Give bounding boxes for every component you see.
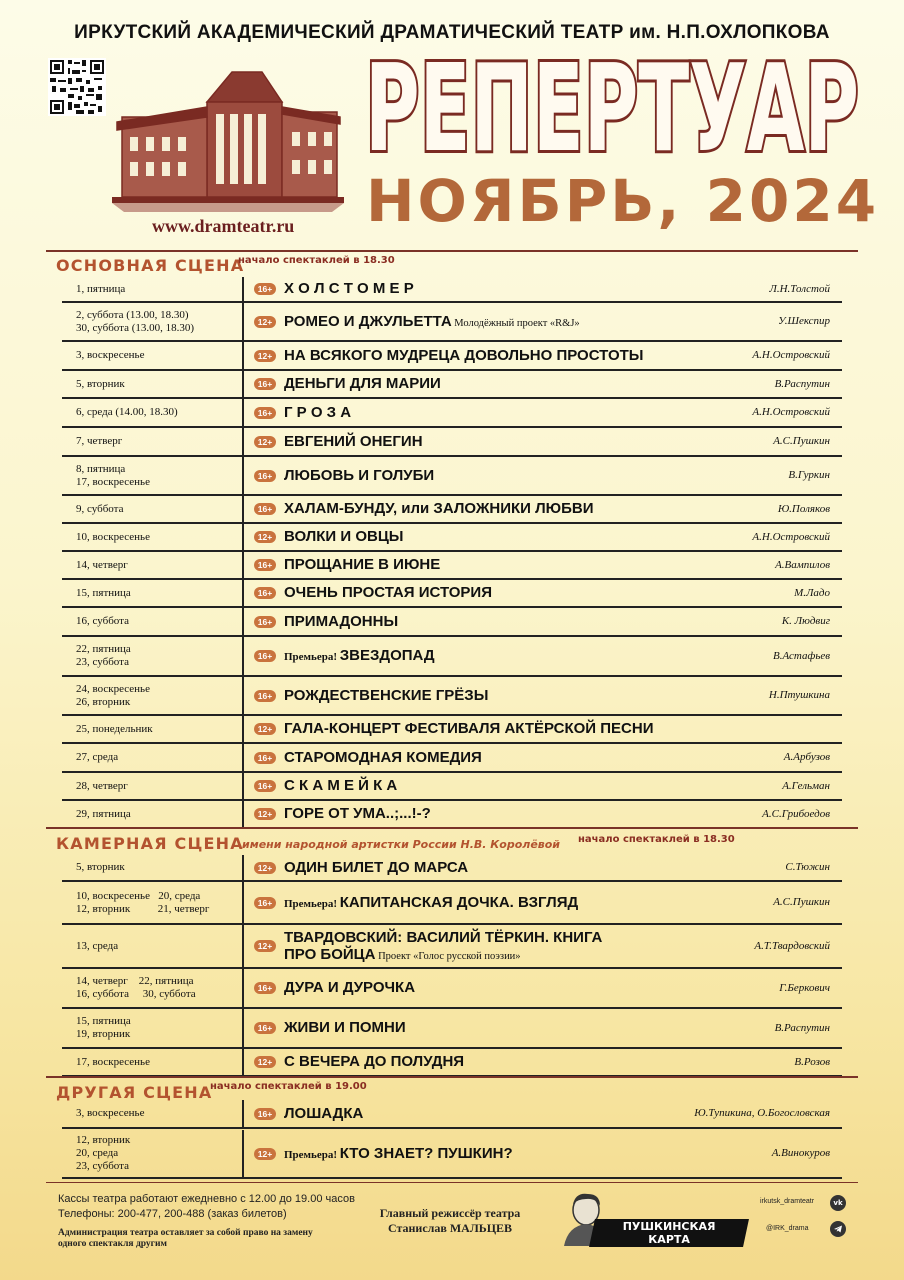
column-divider [242, 716, 244, 742]
play-name: ДЕНЬГИ ДЛЯ МАРИИ [284, 375, 441, 392]
schedule-row[interactable] [62, 580, 842, 608]
performance-date: 5, вторник [76, 861, 125, 873]
play-title [284, 647, 435, 666]
play-author: А.Винокуров [771, 1147, 830, 1159]
play-title [284, 894, 578, 913]
age-rating-badge: 12+ [254, 350, 276, 362]
column-divider [242, 637, 244, 675]
play-name: НА ВСЯКОГО МУДРЕЦА ДОВОЛЬНО ПРОСТОТЫ [284, 346, 644, 364]
column-divider [242, 925, 244, 967]
performance-date: 14, четверг 22, пятница 16, суббота 30, суббота [76, 975, 196, 1000]
column-divider [242, 882, 244, 923]
schedule-row[interactable] [62, 882, 842, 925]
footer-contacts [58, 1192, 355, 1222]
play-name: ЛЮБОВЬ И ГОЛУБИ [284, 466, 435, 484]
age-rating-badge: 16+ [254, 897, 276, 909]
performance-date: 6, среда (14.00, 18.30) [76, 406, 178, 418]
play-name: ЖИВИ И ПОМНИ [284, 1019, 406, 1036]
section-chamber-title: КАМЕРНАЯ СЦЕНА [56, 834, 244, 853]
play-name-line2: ПРО БОЙЦА [284, 946, 376, 963]
column-divider [242, 1130, 244, 1177]
play-name: Г Р О З А [284, 403, 352, 421]
play-name: ГОРЕ ОТ УМА..;...!-? [284, 805, 431, 822]
performance-date: 15, пятница 19, вторник [76, 1015, 131, 1040]
performance-date: 12, вторник 20, среда 23, суббота [76, 1134, 131, 1172]
project-note: Проект «Голос русской поэзии» [375, 951, 521, 962]
performance-date: 24, воскресенье 26, вторник [76, 682, 150, 708]
play-title [284, 613, 398, 631]
schedule-row[interactable] [62, 1130, 842, 1179]
play-author: Ю.Тупикина, О.Богословская [694, 1107, 830, 1119]
schedule-row[interactable] [62, 608, 842, 637]
divider [46, 827, 858, 829]
telegram-handle[interactable]: @IRK_drama [766, 1225, 809, 1232]
age-rating-badge: 16+ [254, 752, 276, 764]
play-title [284, 720, 654, 738]
schedule-row[interactable] [62, 925, 842, 969]
age-rating-badge: 12+ [254, 940, 276, 952]
column-divider [242, 496, 244, 522]
column-divider [242, 1009, 244, 1047]
section-chamber-note: начало спектаклей в 18.30 [578, 834, 735, 845]
age-rating-badge: 16+ [254, 503, 276, 515]
phones: Телефоны: 200-477, 200-488 (заказ билетов) [58, 1208, 287, 1220]
schedule-row[interactable] [62, 371, 842, 399]
age-rating-badge: 16+ [254, 378, 276, 390]
column-divider [242, 342, 244, 369]
schedule-row[interactable] [62, 1009, 842, 1049]
svg-text:РЕПЕРТУАР: РЕПЕРТУАР [365, 46, 859, 164]
play-author: А.Гельман [782, 779, 830, 792]
director-role: Главный режиссёр театра [379, 1206, 521, 1220]
column-divider [242, 580, 244, 606]
section-other-note: начало спектаклей в 19.00 [210, 1081, 367, 1092]
director-name: Станислав МАЛЬЦЕВ [387, 1221, 513, 1235]
play-name: ТВАРДОВСКИЙ: ВАСИЛИЙ ТЁРКИН. КНИГА [284, 929, 603, 946]
performance-date: 3, воскресенье [76, 1107, 145, 1119]
schedule-row[interactable] [62, 1100, 842, 1129]
schedule-row[interactable] [62, 457, 842, 496]
performance-date: 1, пятница [76, 282, 126, 295]
performance-date: 13, среда [76, 939, 119, 952]
play-name: КТО ЗНАЕТ? ПУШКИН? [339, 1144, 513, 1162]
column-divider [242, 855, 244, 880]
column-divider [242, 608, 244, 635]
age-rating-badge: 16+ [254, 650, 276, 662]
schedule-row[interactable] [62, 773, 842, 801]
play-author: У.Шекспир [778, 315, 830, 327]
column-divider [242, 524, 244, 550]
performance-date: 7, четверг [76, 435, 123, 447]
play-title [284, 347, 644, 365]
pushkin-card-logo[interactable] [589, 1219, 749, 1247]
pushkin-card-line1: ПУШКИНСКАЯ [622, 1220, 716, 1233]
play-title [284, 777, 397, 795]
age-rating-badge: 16+ [254, 1022, 276, 1034]
performance-date: 17, воскресенье [76, 1055, 150, 1068]
performance-date: 28, четверг [76, 779, 128, 792]
play-name: ОЧЕНЬ ПРОСТАЯ ИСТОРИЯ [284, 584, 492, 601]
performance-date: 10, воскресенье [76, 530, 150, 543]
play-title [284, 1105, 363, 1123]
play-author: А.С.Пушкин [773, 435, 830, 447]
age-rating-badge: 12+ [254, 531, 276, 543]
play-author: В.Гуркин [788, 469, 830, 481]
column-divider [242, 552, 244, 578]
age-rating-badge: 16+ [254, 982, 276, 994]
schedule-row[interactable] [62, 744, 842, 773]
play-name: КАПИТАНСКАЯ ДОЧКА. ВЗГЛЯД [339, 893, 579, 911]
play-author: Ю.Поляков [777, 502, 830, 515]
schedule-row[interactable] [62, 637, 842, 677]
section-main-title: ОСНОВНАЯ СЦЕНА [56, 256, 245, 275]
play-name: ВОЛКИ И ОВЦЫ [284, 528, 404, 545]
theatre-name: ИРКУТСКИЙ АКАДЕМИЧЕСКИЙ ДРАМАТИЧЕСКИЙ ТЕАТР им. Н.П.ОХЛОПКОВА [74, 22, 830, 43]
play-title [284, 313, 580, 333]
age-rating-badge: 12+ [254, 862, 276, 874]
column-divider [242, 801, 244, 827]
vk-icon[interactable]: vk [830, 1195, 846, 1211]
play-title [284, 805, 431, 823]
divider [46, 1076, 858, 1078]
play-author: А.С.Грибоедов [762, 807, 830, 820]
schedule-row[interactable] [62, 677, 842, 716]
play-author: В.Розов [794, 1055, 830, 1068]
play-author: В.Распутин [774, 377, 830, 390]
divider [46, 250, 858, 252]
play-author: А.Т.Твардовский [754, 939, 830, 952]
play-author: А.Арбузов [783, 751, 830, 763]
theatre-building-illustration [112, 62, 344, 217]
schedule-row[interactable] [62, 855, 842, 882]
play-name: ДУРА И ДУРОЧКА [284, 979, 416, 996]
performance-date: 27, среда [76, 751, 119, 763]
column-divider [242, 277, 244, 301]
column-divider [242, 1049, 244, 1075]
play-name: ХАЛАМ-БУНДУ, или ЗАЛОЖНИКИ ЛЮБВИ [284, 500, 594, 517]
month-title: НОЯБРЬ, 2024 [366, 167, 880, 235]
play-name: С К А М Е Й К А [284, 777, 398, 794]
schedule-row[interactable] [62, 342, 842, 371]
performance-date: 25, понедельник [76, 722, 153, 735]
play-title [284, 979, 415, 997]
column-divider [242, 677, 244, 714]
column-divider [242, 428, 244, 455]
play-title [284, 749, 482, 767]
play-author: А.Н.Островский [752, 406, 830, 418]
schedule-row[interactable] [62, 428, 842, 457]
play-title [284, 859, 468, 877]
play-author: В.Распутин [774, 1021, 830, 1034]
director-credit [360, 1206, 540, 1236]
performance-date: 5, вторник [76, 377, 125, 390]
column-divider [242, 457, 244, 494]
age-rating-badge: 16+ [254, 587, 276, 599]
performance-date: 9, суббота [76, 502, 124, 515]
schedule-row[interactable] [62, 524, 842, 552]
play-name: Х О Л С Т О М Е Р [284, 280, 414, 297]
performance-date: 3, воскресенье [76, 349, 145, 361]
play-author: В.Астафьев [773, 649, 830, 662]
qr-code[interactable] [48, 58, 106, 116]
play-title [284, 1019, 406, 1037]
performance-date: 2, суббота (13.00, 18.30) 30, суббота (13.00, 18.30) [76, 308, 195, 334]
premiere-label: Премьера! [284, 897, 340, 910]
premiere-label: Премьера! [284, 1148, 340, 1161]
age-rating-badge: 12+ [254, 723, 276, 735]
column-divider [242, 399, 244, 426]
repertuar-title [362, 46, 862, 164]
schedule-row[interactable] [62, 716, 842, 744]
play-author: А.Н.Островский [752, 530, 830, 543]
play-name: СТАРОМОДНАЯ КОМЕДИЯ [284, 748, 482, 766]
play-author: Н.Птушкина [768, 689, 830, 701]
website-link[interactable]: www.dramteatr.ru [152, 216, 295, 236]
schedule-row[interactable] [62, 552, 842, 580]
performance-date: 10, воскресенье 20, среда 12, вторник 21, четверг [76, 889, 210, 915]
age-rating-badge: 12+ [254, 316, 276, 328]
play-author: А.С.Пушкин [773, 896, 830, 908]
play-title [284, 556, 440, 574]
column-divider [242, 773, 244, 799]
divider [46, 1182, 858, 1183]
section-other-title: ДРУГАЯ СЦЕНА [56, 1083, 213, 1102]
play-author: Л.Н.Толстой [769, 282, 830, 295]
age-rating-badge: 16+ [254, 283, 276, 295]
play-title [284, 687, 488, 705]
performance-date: 8, пятница 17, воскресенье [76, 462, 150, 488]
schedule-row[interactable] [62, 496, 842, 524]
play-title [284, 500, 594, 518]
box-office-hours: Кассы театра работают ежедневно с 12.00 до 19.00 часов [58, 1193, 355, 1205]
performance-date: 22, пятница 23, суббота [76, 643, 131, 668]
column-divider [242, 969, 244, 1007]
performance-date: 14, четверг [76, 558, 128, 571]
play-name: ГАЛА-КОНЦЕРТ ФЕСТИВАЛЯ АКТЁРСКОЙ ПЕСНИ [284, 720, 654, 737]
play-author: А.Вампилов [775, 558, 830, 571]
column-divider [242, 371, 244, 397]
play-title [284, 375, 441, 393]
section-chamber-subtitle: имени народной артистки России Н.В. Королёвой [242, 838, 561, 851]
performance-date: 16, суббота [76, 615, 129, 627]
play-name: РОЖДЕСТВЕНСКИЕ ГРЁЗЫ [284, 686, 489, 704]
vk-handle[interactable]: irkutsk_dramteatr [760, 1198, 815, 1205]
age-rating-badge: 12+ [254, 1056, 276, 1068]
play-title [284, 584, 492, 602]
schedule-row[interactable] [62, 969, 842, 1009]
project-note: Молодёжный проект «R&J» [451, 317, 580, 329]
age-rating-badge: 12+ [254, 1148, 276, 1160]
play-title [284, 528, 403, 546]
age-rating-badge: 16+ [254, 559, 276, 571]
column-divider [242, 303, 244, 340]
play-author: М.Ладо [794, 586, 830, 599]
play-name: С ВЕЧЕРА ДО ПОЛУДНЯ [284, 1053, 465, 1070]
age-rating-badge: 16+ [254, 690, 276, 702]
play-author: Г.Беркович [779, 981, 830, 994]
schedule-row[interactable] [62, 801, 842, 829]
section-main-note: начало спектаклей в 18.30 [238, 255, 395, 266]
schedule-row[interactable] [62, 303, 842, 342]
play-title [284, 280, 414, 298]
age-rating-badge: 16+ [254, 616, 276, 628]
play-author: С.Тюжин [785, 861, 830, 873]
age-rating-badge: 16+ [254, 470, 276, 482]
telegram-icon[interactable] [830, 1221, 846, 1237]
play-name: ЕВГЕНИЙ ОНЕГИН [284, 432, 423, 450]
schedule-row[interactable] [62, 1049, 842, 1077]
play-name: ПРОЩАНИЕ В ИЮНЕ [284, 556, 441, 573]
play-name: РОМЕО И ДЖУЛЬЕТТА [284, 312, 452, 330]
play-name: ОДИН БИЛЕТ ДО МАРСА [284, 858, 469, 876]
play-title [284, 467, 434, 485]
column-divider [242, 1100, 244, 1127]
play-title [284, 1145, 513, 1164]
age-rating-badge: 16+ [254, 407, 276, 419]
play-author: К. Людвиг [781, 615, 830, 627]
play-name: ЗВЕЗДОПАД [339, 647, 435, 664]
play-title [284, 404, 351, 422]
schedule-row[interactable] [62, 277, 842, 303]
play-name: ПРИМАДОННЫ [284, 612, 399, 630]
admin-note: Администрация театра оставляет за собой право на замену одного спектакля другим [58, 1228, 313, 1249]
play-author: А.Н.Островский [752, 349, 830, 361]
pushkin-card-line2: КАРТА [648, 1233, 690, 1246]
play-title [284, 1053, 464, 1071]
play-title [284, 433, 423, 451]
age-rating-badge: 16+ [254, 1108, 276, 1120]
age-rating-badge: 12+ [254, 808, 276, 820]
play-title [284, 929, 602, 965]
performance-date: 29, пятница [76, 807, 131, 820]
age-rating-badge: 16+ [254, 780, 276, 792]
play-name: ЛОШАДКА [284, 1104, 364, 1122]
age-rating-badge: 12+ [254, 436, 276, 448]
column-divider [242, 744, 244, 771]
premiere-label: Премьера! [284, 651, 340, 663]
schedule-row[interactable] [62, 399, 842, 428]
performance-date: 15, пятница [76, 586, 131, 599]
